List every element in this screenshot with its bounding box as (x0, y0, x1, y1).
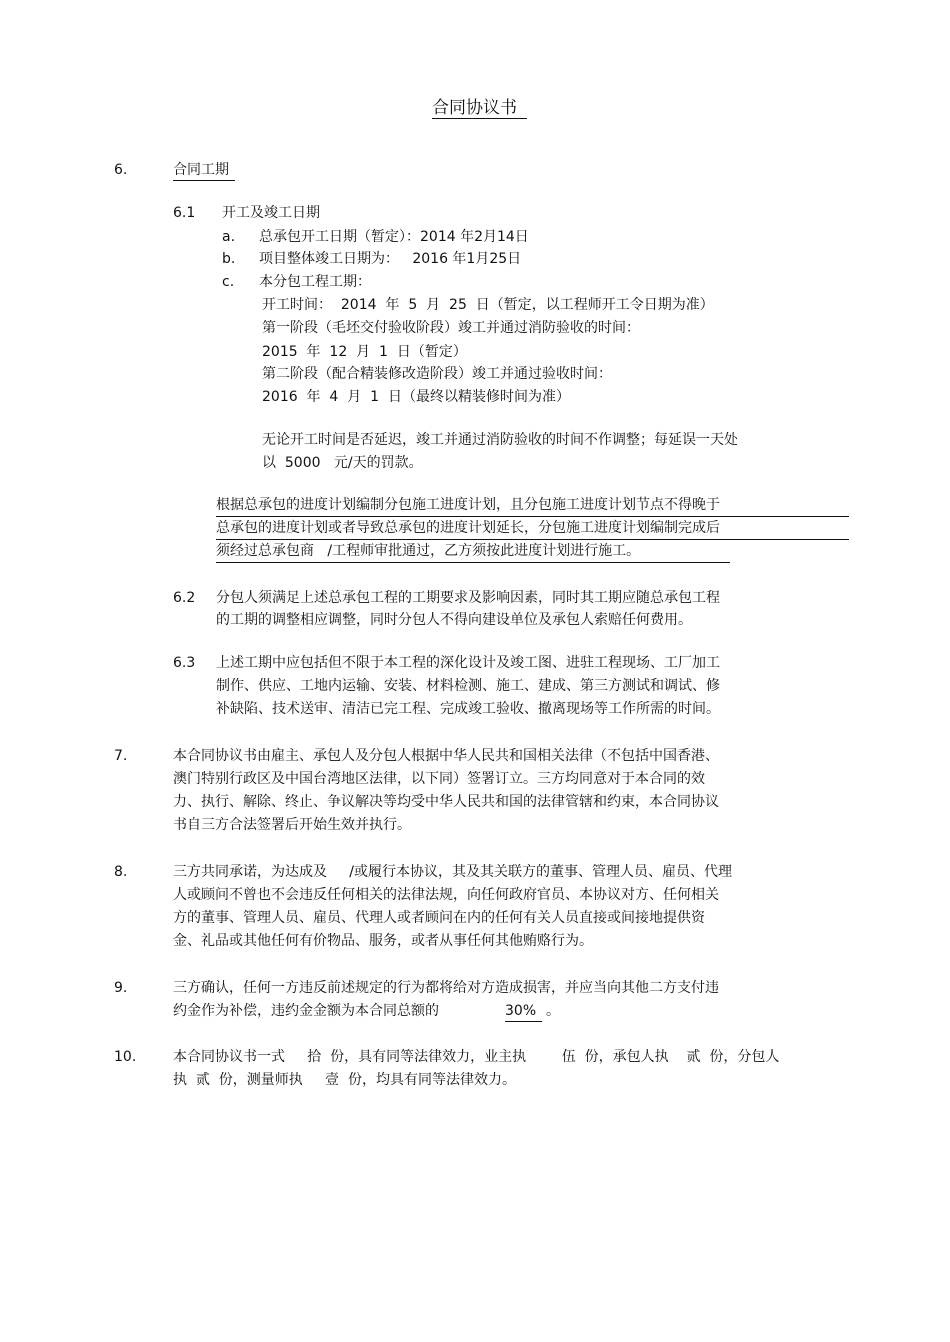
section-9-line: 三方确认，任何一方违反前述规定的行为都将给对方造成损害，并应当向其他二方支付违 (173, 980, 719, 996)
section-6-3-number: 6.3 (173, 655, 196, 671)
section-10-line: 执 贰 份，测量师执 壹 份，均具有同等法律效力。 (173, 1072, 516, 1088)
item-c-text: 本分包工程工期： (259, 274, 371, 290)
item-c-line: 以 5000 元/天的罚款。 (262, 455, 423, 471)
section-9-line: 约金作为补偿，违约金金额为本合同总额的 (173, 1003, 439, 1019)
section-6-3-line: 上述工期中应包括但不限于本工程的深化设计及竣工图、进驻工程现场、工厂加工 (216, 655, 720, 671)
item-c-label: c. (222, 274, 235, 290)
item-a-label: a. (222, 229, 236, 245)
item-c-line: 第二阶段（配合精装修改造阶段）竣工并通过验收时间： (262, 366, 612, 382)
section-6-heading: 合同工期 (173, 160, 235, 181)
penalty-percentage: 30% (505, 1001, 542, 1022)
schedule-paragraph-line: 总承包的进度计划或者导致总承包的进度计划延长，分包施工进度计划编制完成后 (216, 520, 720, 536)
section-6-number: 6. (114, 162, 128, 178)
section-6-2-line: 的工期的调整相应调整，同时分包人不得向建设单位及承包人索赔任何费用。 (216, 612, 692, 628)
section-8-number: 8. (114, 864, 128, 880)
section-7-line: 本合同协议书由雇主、承包人及分包人根据中华人民共和国相关法律（不包括中国香港、 (173, 748, 719, 764)
item-c-line: 2015 年 12 月 1 日（暂定） (262, 344, 467, 360)
section-10-line: 本合同协议书一式 拾 份，具有同等法律效力，业主执 伍 份，承包人执 贰 份，分包人 (173, 1049, 780, 1065)
section-9-period: 。 (546, 1003, 560, 1019)
item-c-line: 无论开工时间是否延迟，竣工并通过消防验收的时间不作调整；每延误一天处 (262, 432, 738, 448)
underline-rule (216, 539, 849, 540)
section-8-line: 方的董事、管理人员、雇员、代理人或者顾问在内的任何有关人员直接或间接地提供资 (173, 910, 705, 926)
section-7-line: 书自三方合法签署后开始生效并执行。 (173, 817, 411, 833)
item-a-text: 总承包开工日期（暂定）：2014 年2月14日 (259, 229, 529, 245)
section-6-1-number: 6.1 (173, 205, 196, 221)
section-10-number: 10. (114, 1049, 137, 1065)
section-7-line: 力、执行、解除、终止、争议解决等均受中华人民共和国的法律管辖和约束，本合同协议 (173, 794, 719, 810)
underline-rule (216, 516, 849, 517)
section-6-3-line: 制作、供应、工地内运输、安装、材料检测、施工、建成、第三方测试和调试、修 (216, 678, 720, 694)
section-8-line: 金、礼品或其他任何有价物品、服务，或者从事任何其他贿赂行为。 (173, 933, 593, 949)
section-8-line: 人或顾问不曾也不会违反任何相关的法律法规，向任何政府官员、本协议对方、任何相关 (173, 887, 719, 903)
section-6-2-line: 分包人须满足上述总承包工程的工期要求及影响因素，同时其工期应随总承包工程 (216, 590, 720, 606)
section-9-number: 9. (114, 980, 128, 996)
item-c-line: 第一阶段（毛坯交付验收阶段）竣工并通过消防验收的时间： (262, 320, 640, 336)
section-8-line: 三方共同承诺，为达成及 /或履行本协议，其及其关联方的董事、管理人员、雇员、代理 (173, 864, 732, 880)
schedule-paragraph-line: 根据总承包的进度计划编制分包施工进度计划，且分包施工进度计划节点不得晚于 (216, 497, 720, 513)
section-7-line: 澳门特别行政区及中国台湾地区法律，以下同）签署订立。三方均同意对于本合同的效 (173, 771, 705, 787)
document-title: 合同协议书 (432, 98, 527, 119)
item-b-label: b. (222, 251, 236, 267)
item-b-text: 项目整体竣工日期为： 2016 年1月25日 (259, 251, 522, 267)
section-7-number: 7. (114, 748, 128, 764)
underline-rule (216, 562, 730, 563)
section-6-1-heading: 开工及竣工日期 (222, 205, 320, 221)
item-c-line: 开工时间： 2014 年 5 月 25 日（暂定，以工程师开工令日期为准） (262, 297, 714, 313)
schedule-paragraph-line: 须经过总承包商 /工程师审批通过，乙方须按此进度计划进行施工。 (216, 543, 641, 559)
section-6-2-number: 6.2 (173, 590, 196, 606)
section-6-3-line: 补缺陷、技术送审、清洁已完工程、完成竣工验收、撤离现场等工作所需的时间。 (216, 701, 720, 717)
item-c-line: 2016 年 4 月 1 日（最终以精装修时间为准） (262, 389, 570, 405)
